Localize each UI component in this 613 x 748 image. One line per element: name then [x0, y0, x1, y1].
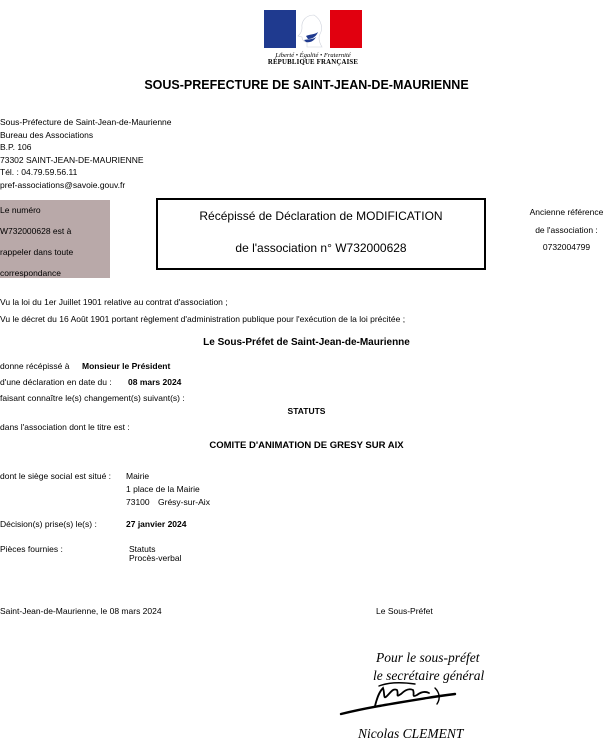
- receipt-title-line2: de l'association n° W732000628: [235, 241, 407, 255]
- reference-line: rappeler dans toute: [0, 247, 74, 257]
- sous-prefet-heading: Le Sous-Préfet de Saint-Jean-de-Maurienne: [203, 337, 410, 348]
- pieces-label: Pièces fournies :: [0, 544, 63, 554]
- handwritten-signature: [335, 648, 475, 728]
- receipt-title-box: [156, 198, 486, 270]
- address-block: [0, 116, 172, 191]
- marianne-profile-icon: [292, 12, 334, 48]
- republic-motto: Liberté • Égalité • Fraternité: [275, 52, 351, 59]
- old-reference-line: Ancienne référence: [529, 207, 604, 217]
- seat-label: dont le siège social est situé :: [0, 471, 112, 481]
- reference-line: W732000628 est à: [0, 226, 72, 236]
- marianne-logo: [264, 10, 362, 66]
- piece-item: Procès-verbal: [129, 553, 182, 563]
- signatory-title: Le Sous-Préfet: [376, 606, 433, 616]
- reference-notice-box: [0, 200, 110, 278]
- republic-label: RÉPUBLIQUE FRANÇAISE: [267, 59, 359, 66]
- changes-value: STATUTS: [287, 406, 326, 416]
- receipt-title-line1: Récépissé de Déclaration de MODIFICATION: [199, 209, 443, 223]
- address-line: 73302 SAINT-JEAN-DE-MAURIENNE: [0, 154, 144, 165]
- signature-delegation-line2: le secrétaire général: [373, 668, 485, 683]
- page-title: SOUS-PREFECTURE DE SAINT-JEAN-DE-MAURIENNE: [144, 78, 469, 92]
- law-reference: Vu la loi du 1er Juillet 1901 relative au contrat d'association ;: [0, 297, 228, 307]
- association-name: COMITE D'ANIMATION DE GRESY SUR AIX: [209, 440, 404, 451]
- changes-label: faisant connaître le(s) changement(s) suivant(s) :: [0, 393, 185, 403]
- address-line: Sous-Préfecture de Saint-Jean-de-Maurienne: [0, 117, 172, 127]
- decision-date: 27 janvier 2024: [126, 519, 187, 529]
- association-label: dans l'association dont le titre est :: [0, 422, 130, 432]
- signature-delegation-line1: Pour le sous-préfet: [376, 650, 480, 665]
- receipt-value: Monsieur le Président: [82, 361, 171, 371]
- seat-line: 1 place de la Mairie: [126, 484, 200, 494]
- declaration-date: 08 mars 2024: [128, 377, 182, 387]
- address-line: B.P. 106: [0, 142, 32, 152]
- place-date: Saint-Jean-de-Maurienne, le 08 mars 2024: [0, 606, 162, 616]
- french-flag: [264, 10, 362, 48]
- old-reference-line: de l'association :: [535, 224, 598, 235]
- seat-line: Mairie: [126, 471, 150, 481]
- reference-line: correspondance: [0, 268, 61, 278]
- piece-item: Statuts: [129, 544, 156, 554]
- address-line: pref-associations@savoie.gouv.fr: [0, 179, 126, 190]
- old-reference-number: 0732004799: [542, 242, 591, 252]
- address-line: Tél. : 04.79.59.56.11: [0, 167, 78, 177]
- reference-line: Le numéro: [0, 205, 41, 215]
- address-line: Bureau des Associations: [0, 129, 94, 140]
- decree-reference: Vu le décret du 16 Août 1901 portant règlement d'administration publique pour l'exécution de la loi précitée ;: [0, 314, 406, 324]
- receipt-label: donne récépissé à: [0, 361, 70, 371]
- decision-label: Décision(s) prise(s) le(s) :: [0, 519, 97, 529]
- seat-postcode: 73100: [126, 497, 150, 507]
- old-reference: [520, 204, 613, 257]
- seat-city: Grésy-sur-Aix: [158, 497, 210, 507]
- signature-name: Nicolas CLEMENT: [358, 726, 464, 741]
- declaration-label: d'une déclaration en date du :: [0, 377, 112, 387]
